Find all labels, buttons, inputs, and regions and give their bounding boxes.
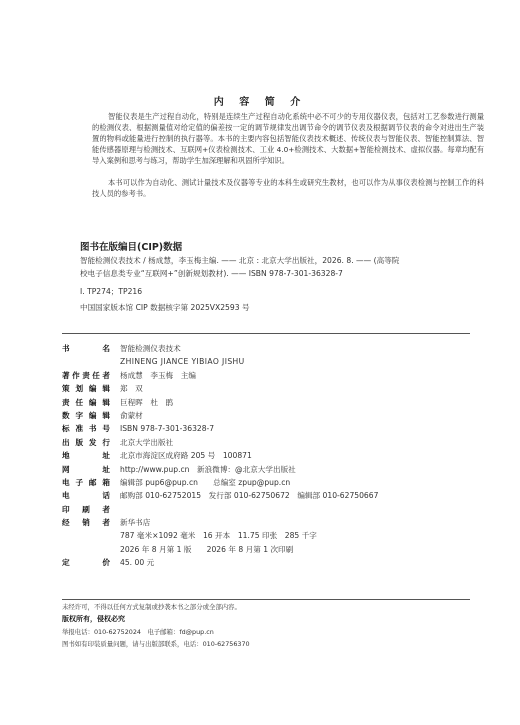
info-label: 地 址: [62, 451, 110, 461]
info-value: http://www.pup.cn 新浪微博：@北京大学出版社: [120, 464, 296, 474]
info-label: 定 价: [62, 558, 110, 568]
info-label: 数字编辑: [62, 410, 110, 420]
info-row-pinyin: [62, 355, 482, 368]
info-value: 新华书店: [120, 518, 151, 528]
report-contact: 举报电话：010-62752024 电子邮箱：fd@pup.cn: [62, 628, 214, 636]
quality-contact: 图书如有印装质量问题，请与出版部联系，电话：010-62756370: [62, 640, 250, 648]
info-label: 书 名: [62, 344, 110, 353]
info-value: 巨程晖 杜 鹃: [120, 397, 174, 407]
info-row-price: [62, 556, 482, 569]
cip-line-2: 校电子信息类专业“互联网+”创新规划教材). —— ISBN 978-7-301-36328-7: [80, 269, 343, 278]
info-row-digital-editor: [62, 409, 482, 422]
divider-top: [62, 333, 470, 334]
info-value: ISBN 978-7-301-36328-7: [120, 424, 215, 434]
cip-heading: 图书在版编目(CIP)数据: [80, 242, 183, 253]
info-label: 著作责任者: [62, 370, 110, 380]
abstract-title: 内 容 简 介: [213, 97, 307, 108]
info-label: 标准书号: [62, 424, 110, 434]
info-value: 787 毫米×1092 毫米 16 开本 11.75 印张 285 千字: [120, 531, 317, 541]
info-value: 智能检测仪表技术: [120, 344, 181, 353]
cip-line-1: 智能检测仪表技术 / 杨成慧，李玉梅主编. —— 北京 : 北京大学出版社，2026. 8. —— (高等院: [80, 256, 400, 265]
info-label: 策划编辑: [62, 384, 110, 394]
info-value: ZHINENG JIANCE YIBIAO JISHU: [120, 357, 245, 367]
info-row-specification: [62, 529, 482, 542]
info-row-distributor: [62, 516, 482, 529]
info-value: 编辑部 pup6@pup.cn 总编室 zpup@pup.cn: [120, 477, 291, 487]
info-row-edition: [62, 543, 482, 556]
info-label: 电 话: [62, 491, 110, 501]
divider-bottom: [62, 599, 470, 600]
info-row-printer: [62, 503, 482, 516]
info-row-publisher: [62, 436, 482, 449]
info-label: 出版发行: [62, 437, 110, 447]
info-row-address: [62, 449, 482, 462]
info-value: 郑 双: [120, 384, 143, 394]
abstract-paragraph-1: 智能仪表是生产过程自动化，特别是连续生产过程自动化系统中必不可少的专用仪器仪表，包括对工艺参数进行测量的检测仪表、根据测量值对给定值的偏差按一定的调节规律发出调节命令的调节仪表及根据调节仪表的命令对进出生产装置的物料或能量进行控制的执行器等。本书的主要内容包括智能仪表技术概述、传统仪表与智能仪表、智能控制算法、智能传感器原理与检测技术、互联网+仪表检测技术、工业 4.0+检测技术、大数据+智能检测技术、虚拟仪器。每章均配有导入案例和思考与练习，帮助学生加深理解和巩固所学知识。: [92, 112, 484, 165]
copy-notice: 未经许可，不得以任何方式复制或抄袭本书之部分或全部内容。: [62, 603, 241, 611]
info-value: 杨成慧 李玉梅 主编: [120, 370, 196, 380]
info-row-title: [62, 342, 482, 355]
info-value: 45. 00 元: [120, 558, 155, 568]
info-row-planner: [62, 382, 482, 395]
info-row-phone: [62, 489, 482, 502]
info-label: 责任编辑: [62, 397, 110, 407]
info-label: 经 销 者: [62, 518, 110, 528]
info-value: 俞蒙材: [120, 410, 143, 420]
info-row-website: [62, 463, 482, 476]
abstract-paragraph-2: 本书可以作为自动化、测试计量技术及仪器等专业的本科生或研究生教材，也可以作为从事仪表检测与控制工作的科技人员的参考书。: [92, 178, 484, 198]
info-label: 电子邮箱: [62, 477, 110, 487]
cip-line-4: 中国国家版本馆 CIP 数据核字第 2025VX2593 号: [80, 303, 250, 312]
info-value: 邮购部 010-62752015 发行部 010-62750672 编辑部 010-62750667: [120, 491, 379, 501]
info-label: 印 刷 者: [62, 504, 110, 514]
cip-line-3: Ⅰ. TP274；TP216: [80, 287, 143, 296]
info-value: 2026 年 8 月第 1 版 2026 年 8 月第 1 次印刷: [120, 544, 294, 554]
info-row-author: [62, 369, 482, 382]
info-row-isbn: [62, 422, 482, 435]
publication-info: [62, 342, 482, 570]
info-label: 网 址: [62, 464, 110, 474]
info-value: 北京大学出版社: [120, 437, 174, 447]
rights-notice: 版权所有，侵权必究: [62, 615, 125, 623]
info-row-editor: [62, 396, 482, 409]
info-row-email: [62, 476, 482, 489]
info-value: 北京市海淀区成府路 205 号 100871: [120, 451, 252, 461]
